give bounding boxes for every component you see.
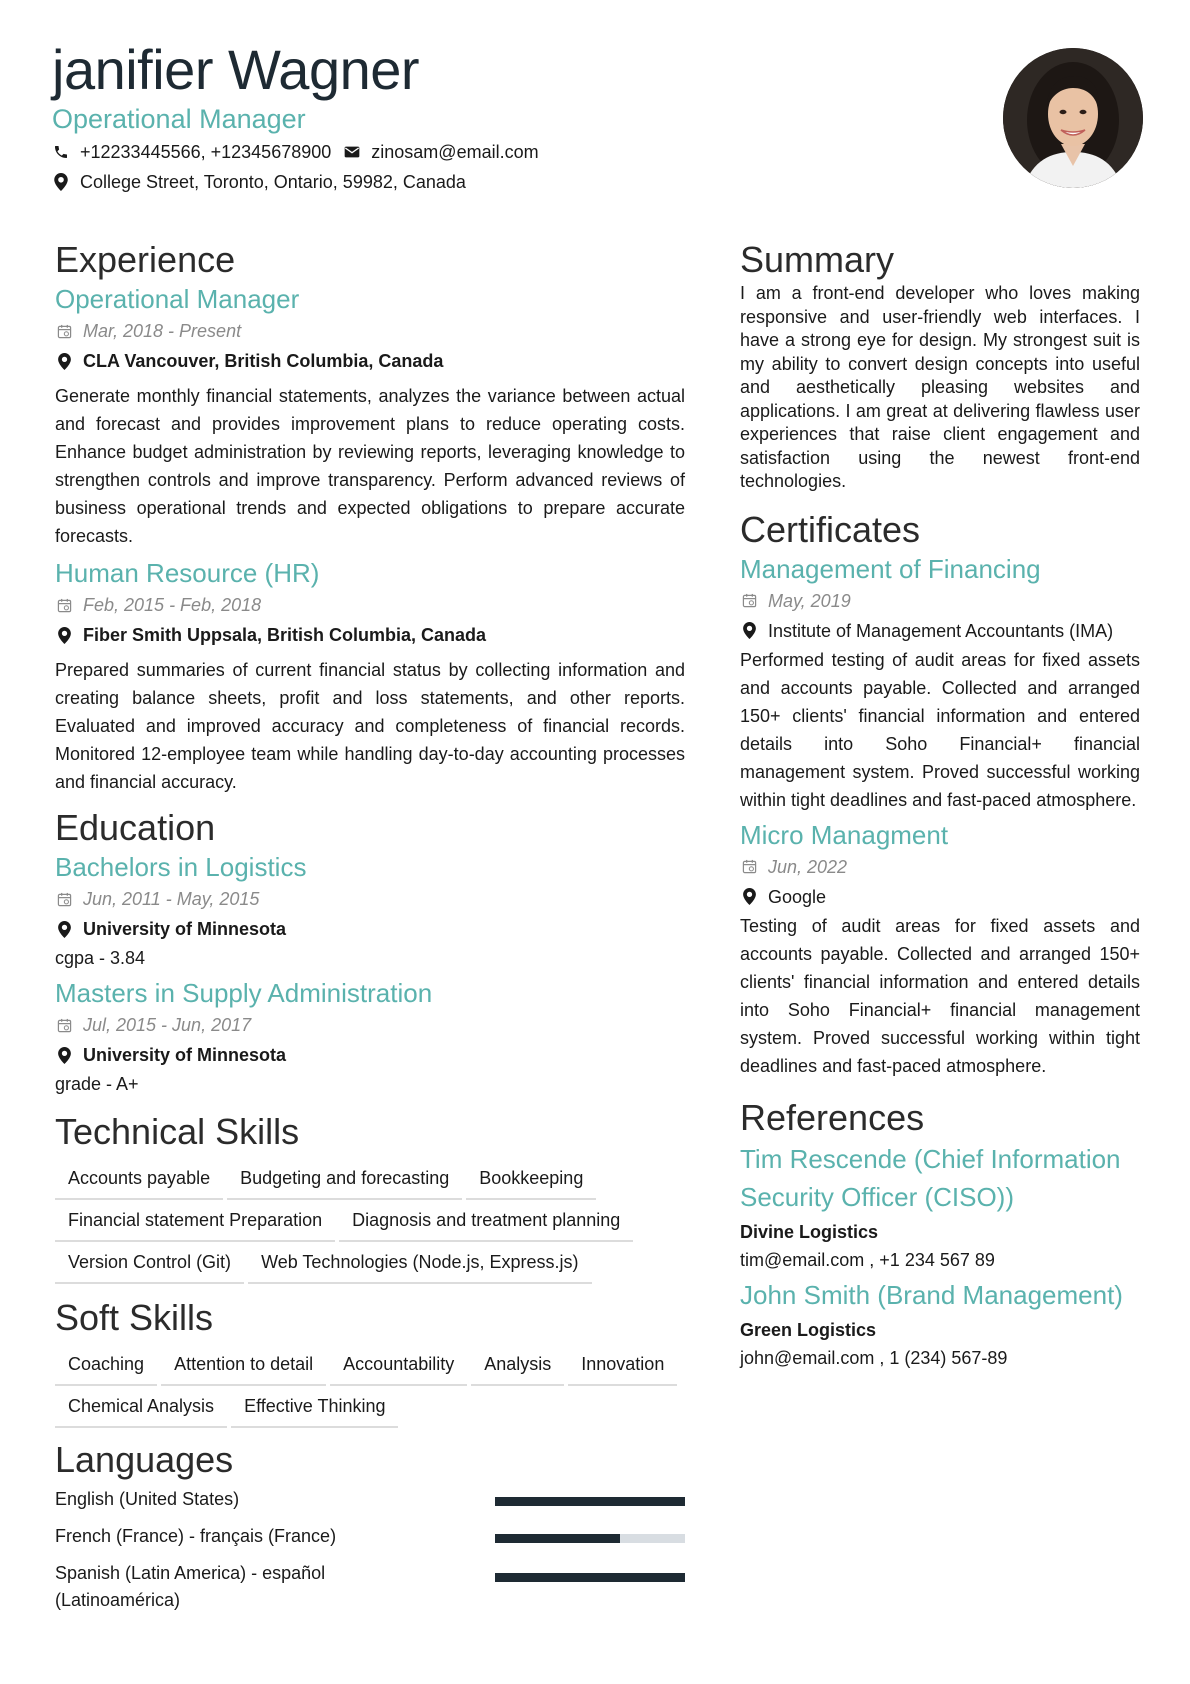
certificate-issuer: Institute of Management Accountants (IMA) (768, 620, 1114, 641)
education-date-row (55, 1010, 685, 1040)
certificate-date: May, 2019 (768, 590, 851, 611)
skill-chip: Innovation (568, 1344, 677, 1386)
skill-chip: Coaching (55, 1344, 157, 1386)
technical-skills-heading: Technical Skills (55, 1111, 300, 1152)
experience-item (55, 556, 685, 796)
email-address: zinosam@email.com (371, 142, 539, 162)
skill-chip: Effective Thinking (231, 1386, 398, 1428)
reference-contact: john@email.com , 1 (234) 567-89 (740, 1347, 1008, 1368)
summary-heading: Summary (740, 239, 895, 280)
calendar-icon (55, 598, 73, 613)
soft-skills-heading: Soft Skills (55, 1297, 214, 1338)
language-level-fill (495, 1573, 685, 1582)
certificate-description: Testing of audit areas for fixed assets and accounts payable. Collected and arranged 150+ clients' financial information and entered details into Soho Financial+ financial management system. Proved successful working within tight deadlines and fast-paced atmosphere. (740, 915, 1140, 1076)
map-pin-icon (740, 888, 758, 905)
experience-date-row (55, 590, 685, 620)
certificate-date: Jun, 2022 (768, 856, 848, 877)
experience-location: CLA Vancouver, British Columbia, Canada (83, 351, 444, 371)
map-pin-icon (55, 353, 73, 370)
map-pin-icon (55, 921, 73, 938)
experience-date: Feb, 2015 - Feb, 2018 (83, 595, 262, 615)
language-level-fill (495, 1534, 620, 1543)
reference-name: John Smith (Brand Management) (740, 1279, 1123, 1310)
skill-chip: Version Control (Git) (55, 1242, 244, 1284)
skill-chip: Attention to detail (161, 1344, 326, 1386)
experience-description: Generate monthly financial statements, analyzes the variance between actual and forecast and provides improvement plans to reduce operating costs. Enhance budget administration by reviewing reports, leveraging knowledge to strengthen controls and improve transparency. Perform advanced reviews of business operational trends and expected obligations to prepare accurate forecasts. (55, 386, 685, 546)
education-degree: Masters in Supply Administration (55, 978, 433, 1008)
right-column (740, 238, 1140, 1372)
skill-chip: Bookkeeping (466, 1158, 596, 1200)
calendar-icon (55, 1018, 73, 1033)
education-school: University of Minnesota (83, 1045, 287, 1065)
education-grade: grade - A+ (55, 1074, 139, 1094)
certificate-name: Management of Financing (740, 553, 1041, 584)
education-school: University of Minnesota (83, 919, 287, 939)
experience-date-row (55, 316, 685, 346)
skill-chip: Diagnosis and treatment planning (339, 1200, 633, 1242)
calendar-icon (740, 859, 758, 874)
language-name: French (France) - français (France) (55, 1526, 337, 1546)
education-degree: Bachelors in Logistics (55, 852, 307, 882)
language-row (55, 1560, 685, 1614)
language-level-bar (495, 1573, 685, 1582)
certificate-description: Performed testing of audit areas for fixed assets and accounts payable. Collected and arranged 150+ clients' financial information and entered details into Soho Financial+ financial management system. Proved successful working within tight deadlines and fast-paced atmosphere. (740, 649, 1140, 810)
map-pin-icon (55, 1047, 73, 1064)
education-school-row (55, 914, 685, 944)
reference-contact: tim@email.com , +1 234 567 89 (740, 1249, 995, 1270)
technical-skills-list (55, 1158, 685, 1284)
education-heading: Education (55, 807, 216, 848)
envelope-icon (343, 145, 361, 159)
summary-text: I am a front-end developer who loves making responsive and user-friendly web interfaces. I have a strong eye for design. My strongest suit is my ability to convert design concepts into useful and aesthetically pleasing websites and applications. I am great at delivering flawless user experiences that raise client engagement and satisfaction using the newest front-end technologies. (740, 283, 1140, 491)
language-row (55, 1523, 685, 1550)
certificate-issuer-row (740, 882, 1140, 912)
certificate-item (740, 818, 1140, 1080)
reference-item (740, 1276, 1140, 1372)
certificate-date-row (740, 852, 1140, 882)
experience-role: Operational Manager (55, 284, 300, 314)
soft-skills-section (55, 1296, 685, 1428)
education-item (55, 850, 685, 972)
candidate-name: janifier Wagner (52, 38, 420, 101)
experience-item (55, 282, 685, 550)
home-address: College Street, Toronto, Ontario, 59982, Canada (80, 172, 466, 192)
profile-photo (1003, 48, 1143, 188)
certificates-heading: Certificates (740, 508, 921, 550)
certificate-name: Micro Managment (740, 819, 949, 850)
experience-role: Human Resource (HR) (55, 558, 320, 588)
certificate-issuer: Google (768, 886, 827, 907)
skill-chip: Chemical Analysis (55, 1386, 227, 1428)
language-name: English (United States) (55, 1489, 240, 1509)
skill-chip: Budgeting and forecasting (227, 1158, 462, 1200)
language-level-bar (495, 1534, 685, 1543)
language-name: Spanish (Latin America) - español (Latinoamérica) (55, 1563, 326, 1610)
education-section (55, 806, 685, 1098)
technical-skills-section (55, 1110, 685, 1284)
reference-item (740, 1140, 1140, 1274)
certificates-section (740, 508, 1140, 1080)
map-pin-icon (52, 173, 70, 191)
phone-icon (52, 144, 70, 160)
calendar-icon (55, 892, 73, 907)
contact-line-phone-email (52, 138, 832, 166)
language-level-bar (495, 1497, 685, 1506)
references-section (740, 1096, 1140, 1372)
map-pin-icon (55, 627, 73, 644)
skill-chip: Analysis (471, 1344, 564, 1386)
summary-section (740, 238, 1140, 494)
languages-heading: Languages (55, 1439, 234, 1480)
calendar-icon (55, 324, 73, 339)
certificate-item (740, 552, 1140, 814)
education-date-row (55, 884, 685, 914)
left-column (55, 238, 685, 1614)
experience-location-row (55, 620, 685, 650)
certificate-issuer-row (740, 616, 1140, 646)
skill-chip: Accounts payable (55, 1158, 223, 1200)
reference-company: Green Logistics (740, 1319, 877, 1340)
language-row (55, 1486, 685, 1513)
reference-name: Tim Rescende (Chief Information Security Officer (CISO)) (740, 1143, 1121, 1212)
skill-chip: Accountability (330, 1344, 467, 1386)
education-grade: cgpa - 3.84 (55, 948, 146, 968)
resume-header (52, 38, 832, 196)
experience-date: Mar, 2018 - Present (83, 321, 242, 341)
education-date: Jul, 2015 - Jun, 2017 (83, 1015, 252, 1035)
skill-chip: Financial statement Preparation (55, 1200, 335, 1242)
calendar-icon (740, 593, 758, 608)
soft-skills-list (55, 1344, 685, 1428)
education-item (55, 976, 685, 1098)
languages-section (55, 1438, 685, 1614)
map-pin-icon (740, 622, 758, 639)
phone-numbers: +12233445566, +12345678900 (80, 142, 332, 162)
skill-chip: Web Technologies (Node.js, Express.js) (248, 1242, 591, 1284)
education-school-row (55, 1040, 685, 1070)
candidate-role: Operational Manager (52, 104, 306, 134)
experience-description: Prepared summaries of current financial status by collecting information and creating balance sheets, profit and loss statements, and other reports. Evaluated and improved accuracy and completeness of financial records. Monitored 12-employee team while handling day-to-day accounting processes and financial accuracy. (55, 660, 685, 792)
certificate-date-row (740, 586, 1140, 616)
reference-company: Divine Logistics (740, 1221, 879, 1242)
experience-section (55, 238, 685, 796)
experience-location: Fiber Smith Uppsala, British Columbia, Canada (83, 625, 487, 645)
references-heading: References (740, 1096, 925, 1138)
experience-heading: Experience (55, 239, 236, 280)
contact-line-address (52, 168, 832, 196)
education-date: Jun, 2011 - May, 2015 (83, 889, 260, 909)
experience-location-row (55, 346, 685, 376)
language-level-fill (495, 1497, 685, 1506)
